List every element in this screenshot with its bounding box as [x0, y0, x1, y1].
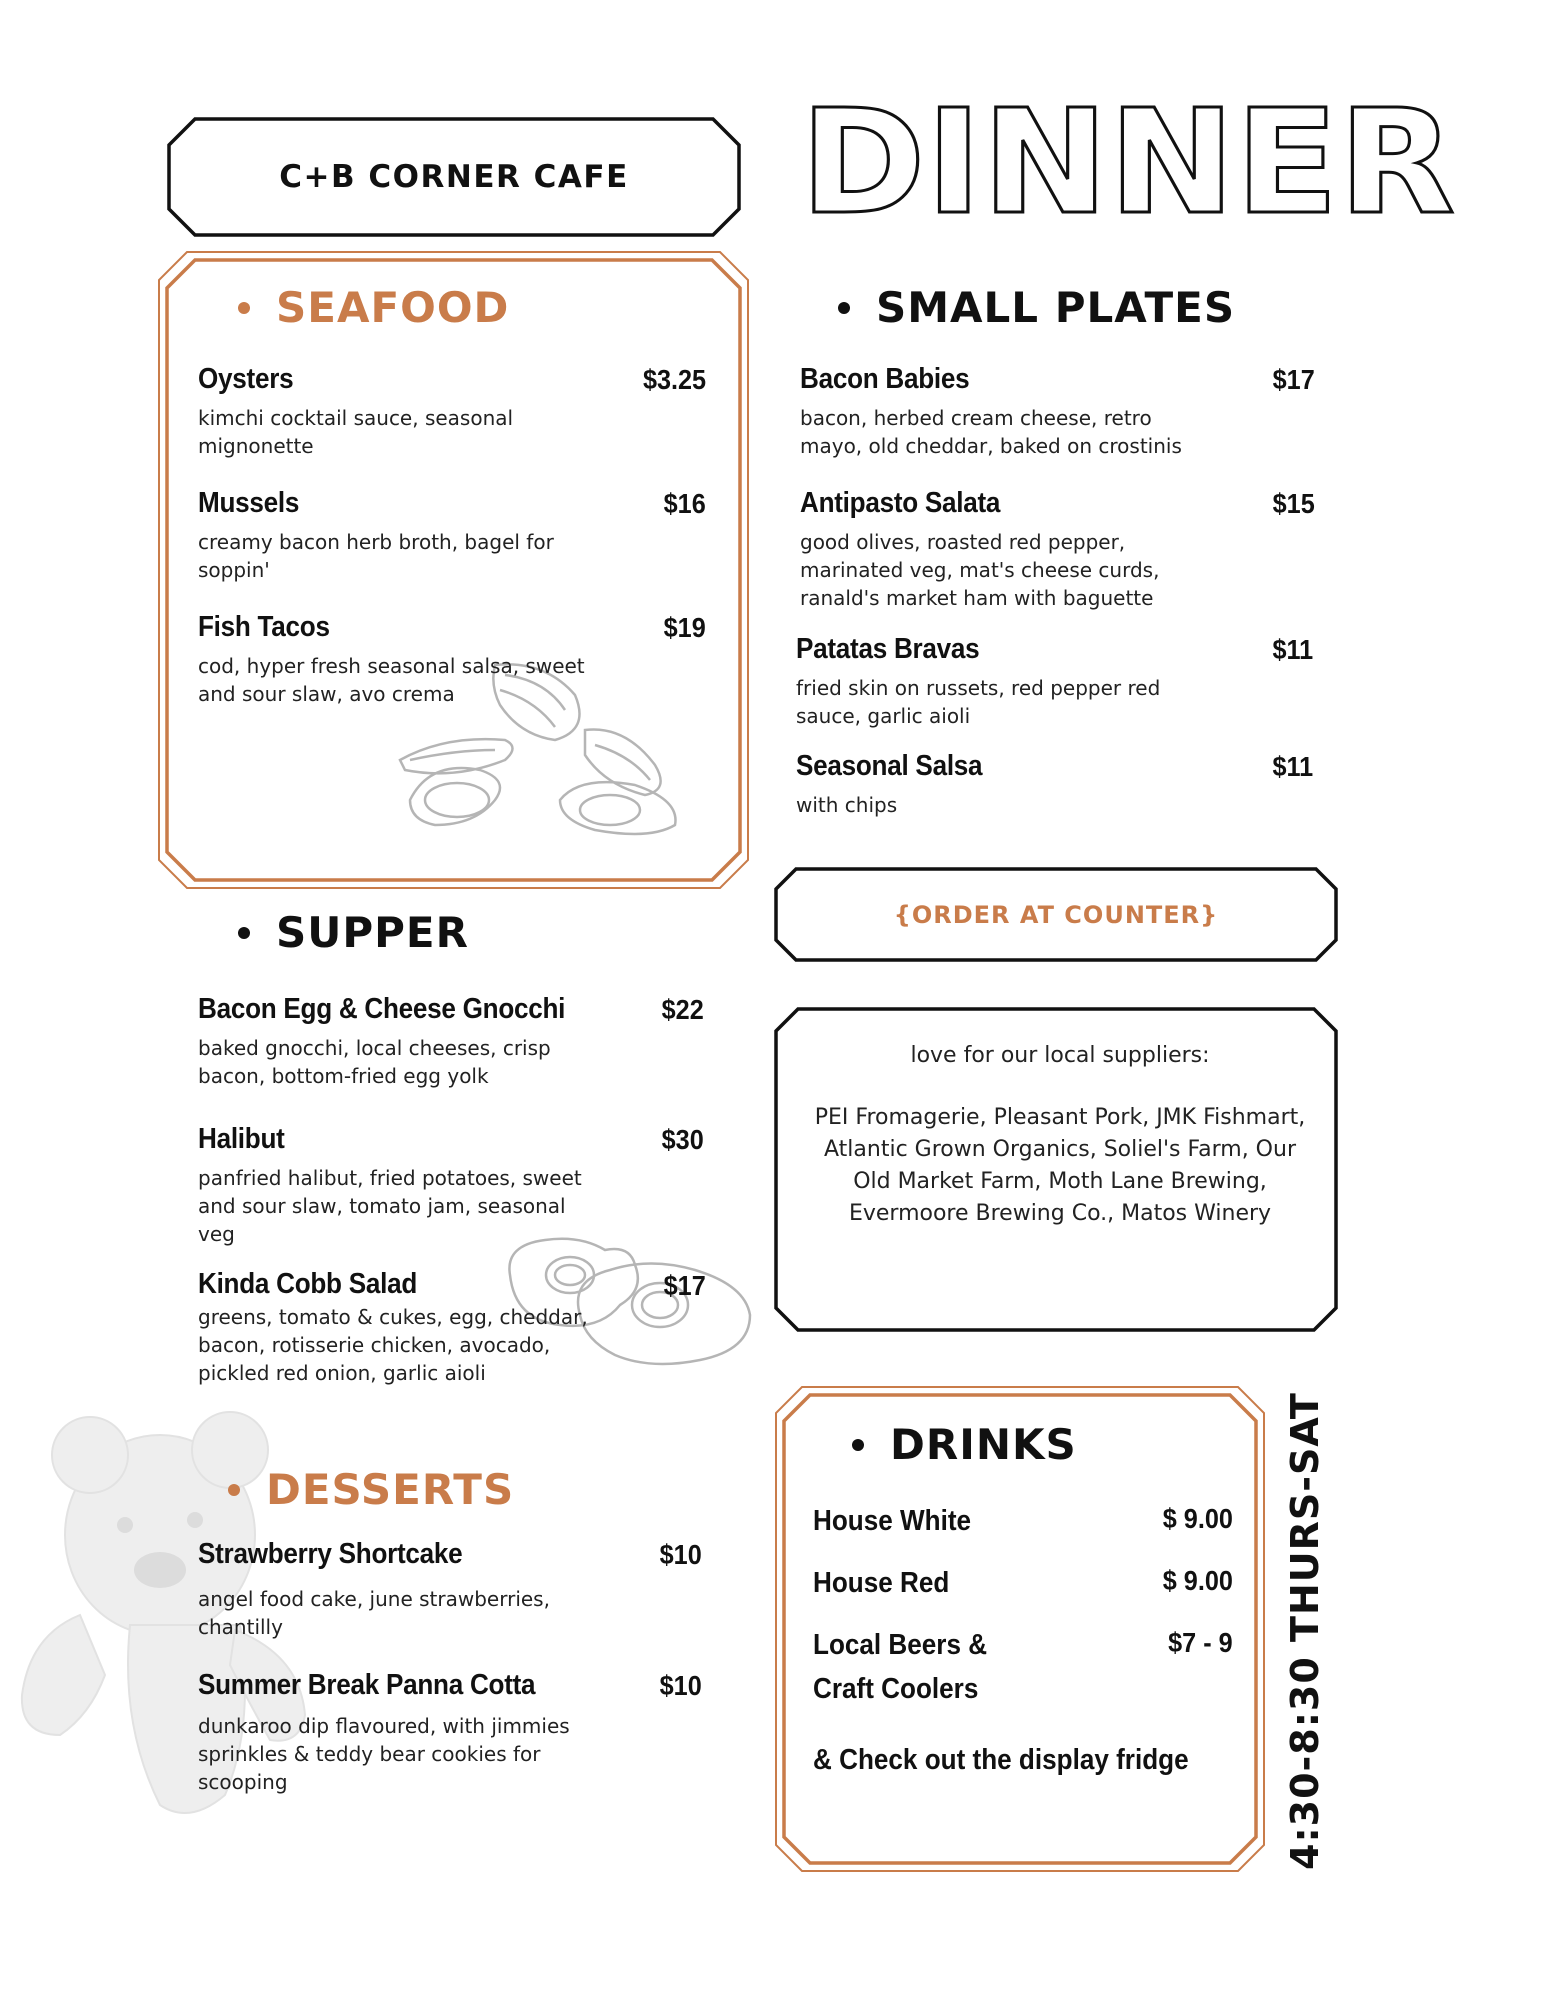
- hours-text: 4:30-8:30 THURS-SAT: [1283, 1392, 1327, 1870]
- menu-item-bacon-babies: [800, 363, 1220, 460]
- item-price: $17: [1272, 364, 1315, 395]
- item-description: baked gnocchi, local cheeses, crisp bacon, bottom-fried egg yolk: [198, 1036, 551, 1088]
- item-price: $16: [663, 488, 706, 519]
- menu-item-antipasto-salata: [800, 487, 1220, 612]
- item-description: angel food cake, june strawberries, chantilly: [198, 1587, 550, 1639]
- item-name: Bacon Egg & Cheese Gnocchi: [198, 993, 566, 1025]
- item-price: $30: [661, 1124, 704, 1155]
- item-description: fried skin on russets, red pepper red sauce, garlic aioli: [796, 676, 1161, 728]
- drink-price: $ 9.00: [1162, 1503, 1233, 1534]
- item-description: kimchi cocktail sauce, seasonal mignonette: [198, 406, 514, 458]
- desserts-heading: DESSERTS: [228, 1465, 514, 1514]
- drink-price: $ 9.00: [1162, 1565, 1233, 1596]
- item-price: $22: [661, 994, 704, 1025]
- suppliers-text: love for our local suppliers: PEI Fromagerie, Pleasant Pork, JMK Fishmart, Atlantic Grown Organics, Soliel's Farm, Our Old Market Farm, Moth Lane Brewing, Evermoore Brewing Co., Matos Winery: [800, 1040, 1320, 1230]
- menu-item-mussels: [198, 487, 618, 584]
- supper-heading: SUPPER: [238, 908, 469, 957]
- menu-item-seasonal-salsa: [796, 750, 1216, 819]
- drinks-heading: DRINKS: [852, 1420, 1077, 1469]
- item-description: good olives, roasted red pepper, marinated veg, mat's cheese curds, ranald's market ham with baguette: [800, 530, 1160, 610]
- item-name: Kinda Cobb Salad: [198, 1268, 418, 1300]
- item-name: Bacon Babies: [800, 363, 970, 395]
- item-description: panfried halibut, fried potatoes, sweet and sour slaw, tomato jam, seasonal veg: [198, 1166, 582, 1246]
- small-plates-heading: SMALL PLATES: [838, 283, 1235, 332]
- item-price: $11: [1272, 751, 1313, 782]
- menu-item-fish-tacos: [198, 611, 638, 708]
- item-description: cod, hyper fresh seasonal salsa, sweet and sour slaw, avo crema: [198, 654, 585, 706]
- suppliers-intro: love for our local suppliers:: [910, 1043, 1210, 1068]
- drink-price: $7 - 9: [1168, 1627, 1233, 1658]
- item-name: Strawberry Shortcake: [198, 1538, 463, 1570]
- page-title-text: DINNER: [800, 100, 1455, 230]
- menu-item-panna-cotta: [198, 1669, 638, 1796]
- item-price: $3.25: [642, 364, 706, 395]
- menu-item-cobb-salad: [198, 1268, 638, 1387]
- bullet-dot: [228, 1484, 240, 1496]
- item-description: creamy bacon herb broth, bagel for soppin': [198, 530, 554, 582]
- item-name: Halibut: [198, 1123, 285, 1155]
- item-price: $15: [1272, 488, 1315, 519]
- cafe-name: C+B CORNER CAFE: [279, 159, 629, 195]
- bullet-dot: [238, 302, 250, 314]
- item-name: Mussels: [198, 487, 300, 519]
- item-name: Seasonal Salsa: [796, 750, 983, 782]
- display-fridge-note: & Check out the display fridge: [813, 1744, 1189, 1776]
- page-title: [800, 100, 1460, 230]
- item-description: with chips: [796, 793, 898, 817]
- menu-item-gnocchi: [198, 993, 638, 1090]
- item-description: greens, tomato & cukes, egg, cheddar, bacon, rotisserie chicken, avocado, pickled red onion, garlic aioli: [198, 1305, 588, 1385]
- menu-item-halibut: [198, 1123, 638, 1248]
- item-name: Summer Break Panna Cotta: [198, 1669, 536, 1701]
- item-name: Patatas Bravas: [796, 633, 980, 665]
- item-price: $19: [663, 612, 706, 643]
- item-price: $10: [659, 1670, 702, 1701]
- item-name: Oysters: [198, 363, 294, 395]
- bullet-dot: [838, 302, 850, 314]
- bullet-dot: [852, 1439, 864, 1451]
- item-price: $10: [659, 1539, 702, 1570]
- bullet-dot: [238, 927, 250, 939]
- drink-house-red: House Red: [813, 1567, 950, 1599]
- item-description: dunkaroo dip flavoured, with jimmies sprinkles & teddy bear cookies for scooping: [198, 1714, 570, 1794]
- order-at-counter-box: [774, 867, 1338, 962]
- item-description: bacon, herbed cream cheese, retro mayo, old cheddar, baked on crostinis: [800, 406, 1182, 458]
- item-price: $11: [1272, 634, 1313, 665]
- drink-local-beers: Local Beers & Craft Coolers: [813, 1629, 988, 1705]
- item-name: Antipasto Salata: [800, 487, 1001, 519]
- drink-house-white: House White: [813, 1505, 972, 1537]
- menu-item-patatas-bravas: [796, 633, 1216, 730]
- seafood-heading: SEAFOOD: [238, 283, 509, 332]
- cafe-name-box: [167, 117, 741, 237]
- menu-item-oysters: [198, 363, 618, 460]
- menu-item-strawberry-shortcake: [198, 1538, 638, 1641]
- item-name: Fish Tacos: [198, 611, 330, 643]
- order-at-counter-text: {ORDER AT COUNTER}: [893, 900, 1219, 929]
- item-price: $17: [663, 1270, 706, 1301]
